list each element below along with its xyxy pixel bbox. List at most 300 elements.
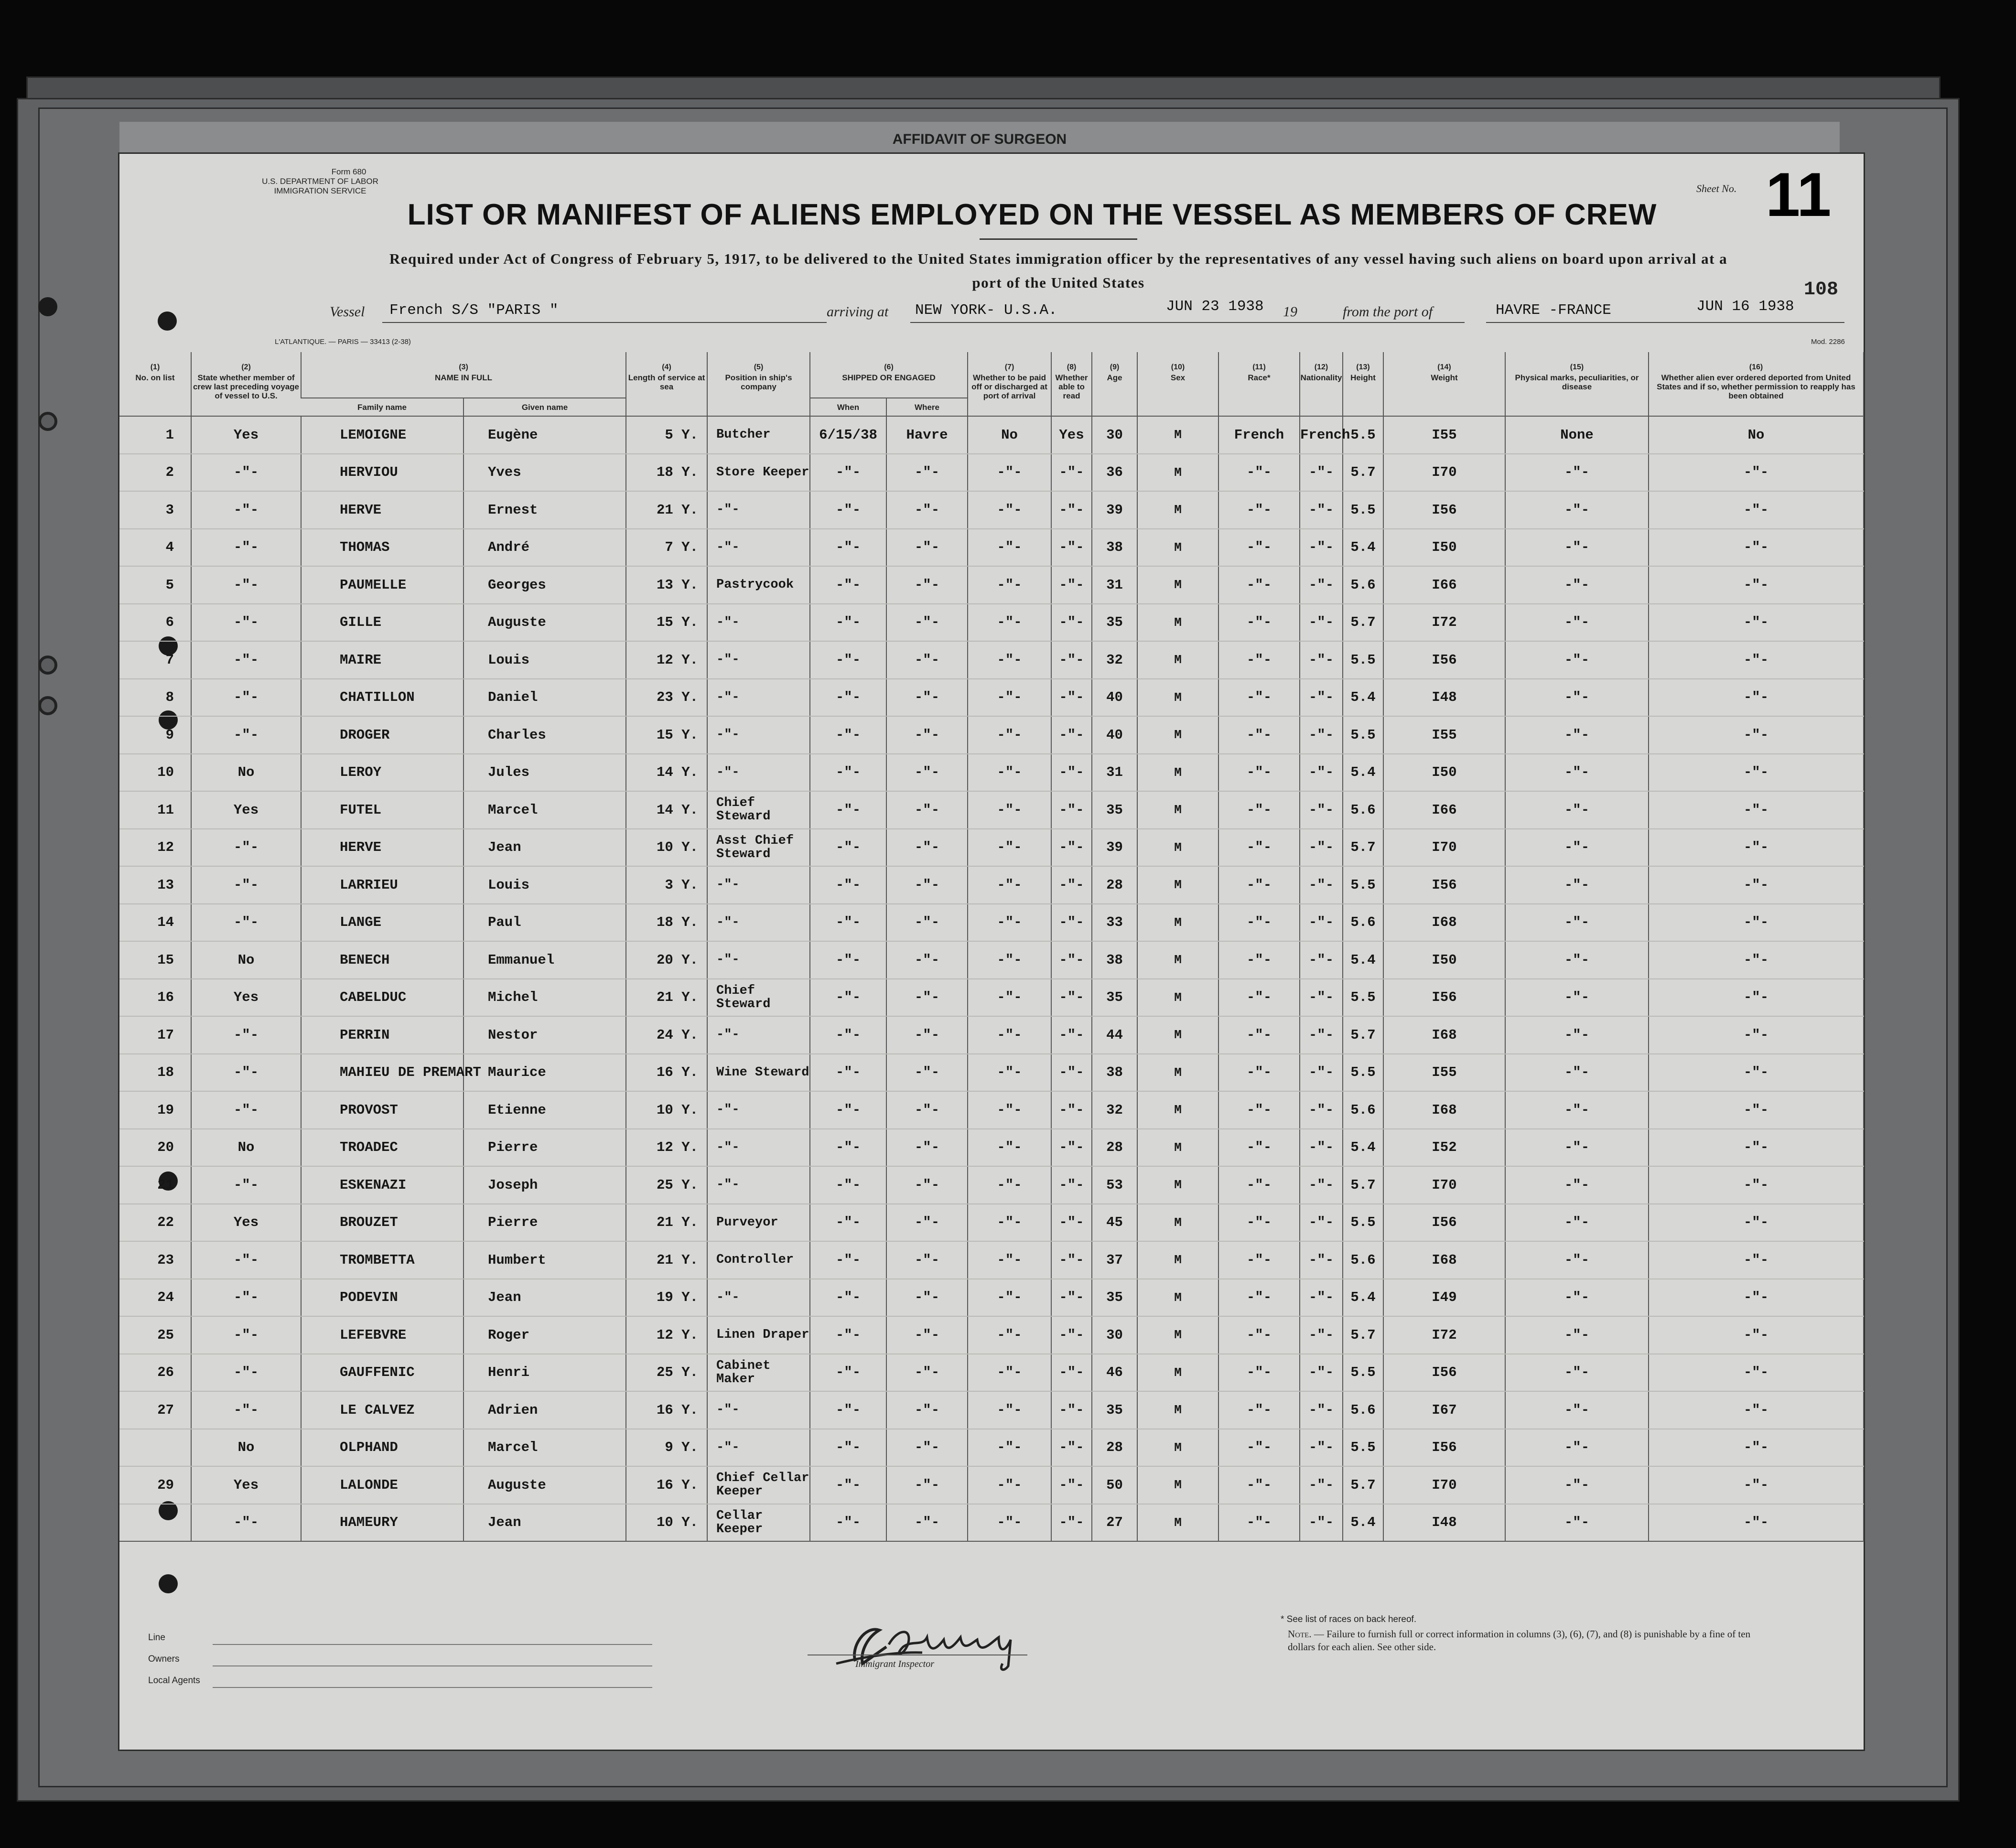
cell-shipped-when: -"- bbox=[810, 604, 886, 642]
cell-position: -"- bbox=[707, 1429, 810, 1467]
cell-length-of-service: 7 Y. bbox=[626, 529, 707, 567]
cell-position: Chief Cellar Keeper bbox=[707, 1466, 810, 1504]
cell-family-name: THOMAS bbox=[301, 529, 464, 567]
printer-imprint: L'ATLANTIQUE. — PARIS — 33413 (2-38) bbox=[275, 338, 411, 346]
cell-deported: -"- bbox=[1649, 491, 1864, 529]
form-department: U.S. DEPARTMENT OF LABOR bbox=[262, 177, 378, 186]
cell-shipped-when: -"- bbox=[810, 1091, 886, 1129]
cell-shipped-where: -"- bbox=[886, 641, 968, 679]
cell-age: 38 bbox=[1092, 941, 1137, 979]
stamp-number: 108 bbox=[1804, 279, 1839, 301]
cell-sex: M bbox=[1137, 1016, 1218, 1054]
cell-height: 5.7 bbox=[1343, 829, 1383, 867]
sheet-number: 11 bbox=[1766, 160, 1832, 229]
cell-nationality: -"- bbox=[1300, 454, 1343, 492]
cell-shipped-when: -"- bbox=[810, 904, 886, 942]
cell-row-number: 6 bbox=[119, 604, 191, 642]
cell-previous-voyage: No bbox=[191, 1429, 301, 1467]
cell-family-name: HERVE bbox=[301, 491, 464, 529]
cell-age: 37 bbox=[1092, 1241, 1137, 1279]
cell-family-name: MAIRE bbox=[301, 641, 464, 679]
cell-row-number: 14 bbox=[119, 904, 191, 942]
crew-manifest-table bbox=[119, 352, 1864, 1542]
cell-shipped-where: -"- bbox=[886, 1204, 968, 1242]
cell-physical-marks: -"- bbox=[1505, 1129, 1649, 1167]
cell-race: -"- bbox=[1218, 1316, 1300, 1354]
vessel-label: Vessel bbox=[330, 304, 365, 320]
cell-shipped-where: Havre bbox=[886, 416, 968, 454]
table-row bbox=[119, 1129, 1864, 1167]
note-label: Note. bbox=[1288, 1628, 1312, 1640]
model-number: Mod. 2286 bbox=[1811, 338, 1845, 346]
cell-shipped-where: -"- bbox=[886, 679, 968, 717]
cell-length-of-service: 5 Y. bbox=[626, 416, 707, 454]
cell-position: -"- bbox=[707, 1091, 810, 1129]
cell-family-name: LARRIEU bbox=[301, 866, 464, 904]
cell-sex: M bbox=[1137, 529, 1218, 567]
cell-race: -"- bbox=[1218, 716, 1300, 754]
cell-family-name: LEROY bbox=[301, 754, 464, 792]
table-row bbox=[119, 491, 1864, 529]
cell-shipped-when: -"- bbox=[810, 1316, 886, 1354]
cell-weight: I49 bbox=[1383, 1279, 1505, 1317]
cell-sex: M bbox=[1137, 1204, 1218, 1242]
cell-row-number: 13 bbox=[119, 866, 191, 904]
cell-physical-marks: -"- bbox=[1505, 529, 1649, 567]
table-row bbox=[119, 1241, 1864, 1279]
cell-shipped-where: -"- bbox=[886, 1504, 968, 1542]
cell-able-to-read: -"- bbox=[1051, 1166, 1092, 1204]
cell-weight: I70 bbox=[1383, 829, 1505, 867]
title-rule bbox=[980, 238, 1137, 240]
col-header-no: (1) No. on list bbox=[119, 352, 191, 416]
cell-race: -"- bbox=[1218, 1016, 1300, 1054]
cell-weight: I56 bbox=[1383, 979, 1505, 1017]
cell-race: -"- bbox=[1218, 529, 1300, 567]
cell-age: 32 bbox=[1092, 641, 1137, 679]
cell-physical-marks: -"- bbox=[1505, 641, 1649, 679]
cell-weight: I55 bbox=[1383, 1054, 1505, 1092]
table-row bbox=[119, 1466, 1864, 1504]
cell-shipped-when: -"- bbox=[810, 1016, 886, 1054]
cell-race: -"- bbox=[1218, 1466, 1300, 1504]
cell-height: 5.6 bbox=[1343, 791, 1383, 829]
cell-nationality: -"- bbox=[1300, 716, 1343, 754]
cell-shipped-where: -"- bbox=[886, 1016, 968, 1054]
cell-deported: -"- bbox=[1649, 679, 1864, 717]
cell-deported: -"- bbox=[1649, 941, 1864, 979]
cell-race: -"- bbox=[1218, 1354, 1300, 1392]
owners-label: Owners bbox=[148, 1654, 180, 1664]
cell-length-of-service: 21 Y. bbox=[626, 979, 707, 1017]
cell-shipped-where: -"- bbox=[886, 491, 968, 529]
departure-date: JUN 16 1938 bbox=[1696, 298, 1794, 315]
table-row bbox=[119, 1504, 1864, 1542]
cell-race: -"- bbox=[1218, 604, 1300, 642]
cell-deported: -"- bbox=[1649, 979, 1864, 1017]
cell-sex: M bbox=[1137, 1466, 1218, 1504]
cell-able-to-read: -"- bbox=[1051, 529, 1092, 567]
cell-able-to-read: Yes bbox=[1051, 416, 1092, 454]
cell-physical-marks: -"- bbox=[1505, 679, 1649, 717]
col-header-physical-marks: (15) Physical marks, peculiarities, or disease bbox=[1505, 352, 1649, 416]
cell-age: 39 bbox=[1092, 491, 1137, 529]
cell-nationality: French bbox=[1300, 416, 1343, 454]
cell-height: 5.5 bbox=[1343, 716, 1383, 754]
arriving-value: NEW YORK- U.S.A. bbox=[915, 302, 1057, 319]
cell-sex: M bbox=[1137, 679, 1218, 717]
cell-age: 31 bbox=[1092, 566, 1137, 604]
cell-paid-off: -"- bbox=[968, 979, 1051, 1017]
form-service: IMMIGRATION SERVICE bbox=[274, 186, 367, 195]
cell-position: -"- bbox=[707, 1391, 810, 1429]
cell-row-number: 15 bbox=[119, 941, 191, 979]
cell-previous-voyage: -"- bbox=[191, 1354, 301, 1392]
cell-weight: I56 bbox=[1383, 491, 1505, 529]
cell-position: Wine Steward bbox=[707, 1054, 810, 1092]
cell-sex: M bbox=[1137, 1241, 1218, 1279]
cell-shipped-where: -"- bbox=[886, 566, 968, 604]
cell-given-name: Jean bbox=[464, 829, 626, 867]
cell-physical-marks: -"- bbox=[1505, 979, 1649, 1017]
cell-family-name: TROADEC bbox=[301, 1129, 464, 1167]
cell-previous-voyage: No bbox=[191, 1129, 301, 1167]
cell-given-name: Michel bbox=[464, 979, 626, 1017]
cell-weight: I70 bbox=[1383, 454, 1505, 492]
cell-row-number: 27 bbox=[119, 1391, 191, 1429]
cell-able-to-read: -"- bbox=[1051, 1054, 1092, 1092]
cell-able-to-read: -"- bbox=[1051, 454, 1092, 492]
cell-paid-off: -"- bbox=[968, 1241, 1051, 1279]
cell-sex: M bbox=[1137, 829, 1218, 867]
cell-previous-voyage: Yes bbox=[191, 1204, 301, 1242]
cell-family-name: OLPHAND bbox=[301, 1429, 464, 1467]
cell-family-name: HERVE bbox=[301, 829, 464, 867]
cell-previous-voyage: -"- bbox=[191, 866, 301, 904]
cell-previous-voyage: -"- bbox=[191, 716, 301, 754]
cell-length-of-service: 14 Y. bbox=[626, 791, 707, 829]
cell-row-number: 5 bbox=[119, 566, 191, 604]
cell-age: 40 bbox=[1092, 716, 1137, 754]
cell-length-of-service: 9 Y. bbox=[626, 1429, 707, 1467]
cell-paid-off: -"- bbox=[968, 1091, 1051, 1129]
cell-position: Controller bbox=[707, 1241, 810, 1279]
from-value: HAVRE -FRANCE bbox=[1496, 302, 1611, 319]
cell-deported: -"- bbox=[1649, 791, 1864, 829]
cell-deported: -"- bbox=[1649, 1504, 1864, 1542]
cell-given-name: Humbert bbox=[464, 1241, 626, 1279]
cell-paid-off: -"- bbox=[968, 1316, 1051, 1354]
manifest-sheet bbox=[119, 154, 1864, 1750]
cell-sex: M bbox=[1137, 754, 1218, 792]
cell-paid-off: -"- bbox=[968, 491, 1051, 529]
table-row bbox=[119, 1054, 1864, 1092]
cell-weight: I66 bbox=[1383, 791, 1505, 829]
cell-previous-voyage: -"- bbox=[191, 679, 301, 717]
cell-sex: M bbox=[1137, 866, 1218, 904]
cell-shipped-when: -"- bbox=[810, 679, 886, 717]
cell-length-of-service: 3 Y. bbox=[626, 866, 707, 904]
cell-previous-voyage: -"- bbox=[191, 566, 301, 604]
cell-position: -"- bbox=[707, 529, 810, 567]
cell-given-name: Eugène bbox=[464, 416, 626, 454]
cell-shipped-when: -"- bbox=[810, 979, 886, 1017]
cell-weight: I52 bbox=[1383, 1129, 1505, 1167]
cell-height: 5.7 bbox=[1343, 1316, 1383, 1354]
cell-position: Chief Steward bbox=[707, 791, 810, 829]
cell-age: 35 bbox=[1092, 791, 1137, 829]
cell-row-number: 12 bbox=[119, 829, 191, 867]
cell-able-to-read: -"- bbox=[1051, 1391, 1092, 1429]
cell-deported: -"- bbox=[1649, 866, 1864, 904]
table-row bbox=[119, 604, 1864, 642]
col-header-paid-off: (7) Whether to be paid off or discharged at port of arrival bbox=[968, 352, 1051, 416]
table-row bbox=[119, 416, 1864, 454]
cell-nationality: -"- bbox=[1300, 1241, 1343, 1279]
cell-position: -"- bbox=[707, 754, 810, 792]
cell-shipped-where: -"- bbox=[886, 604, 968, 642]
cell-weight: I55 bbox=[1383, 716, 1505, 754]
cell-shipped-when: -"- bbox=[810, 1204, 886, 1242]
cell-age: 31 bbox=[1092, 754, 1137, 792]
cell-age: 38 bbox=[1092, 1054, 1137, 1092]
cell-previous-voyage: Yes bbox=[191, 791, 301, 829]
cell-shipped-where: -"- bbox=[886, 1429, 968, 1467]
cell-given-name: Joseph bbox=[464, 1166, 626, 1204]
cell-deported: -"- bbox=[1649, 1429, 1864, 1467]
cell-physical-marks: -"- bbox=[1505, 1429, 1649, 1467]
cell-deported: -"- bbox=[1649, 1054, 1864, 1092]
cell-family-name: HERVIOU bbox=[301, 454, 464, 492]
cell-height: 5.7 bbox=[1343, 1166, 1383, 1204]
cell-given-name: Emmanuel bbox=[464, 941, 626, 979]
cell-paid-off: -"- bbox=[968, 1016, 1051, 1054]
cell-sex: M bbox=[1137, 1504, 1218, 1542]
arrival-date: JUN 23 1938 bbox=[1166, 298, 1264, 315]
cell-weight: I70 bbox=[1383, 1466, 1505, 1504]
cell-row-number: 3 bbox=[119, 491, 191, 529]
cell-family-name: ESKENAZI bbox=[301, 1166, 464, 1204]
cell-shipped-when: -"- bbox=[810, 1429, 886, 1467]
cell-weight: I72 bbox=[1383, 1316, 1505, 1354]
cell-nationality: -"- bbox=[1300, 641, 1343, 679]
binder-ring bbox=[38, 696, 57, 715]
cell-length-of-service: 12 Y. bbox=[626, 1316, 707, 1354]
cell-age: 28 bbox=[1092, 866, 1137, 904]
cell-nationality: -"- bbox=[1300, 1091, 1343, 1129]
cell-race: -"- bbox=[1218, 754, 1300, 792]
cell-weight: I70 bbox=[1383, 1166, 1505, 1204]
cell-nationality: -"- bbox=[1300, 941, 1343, 979]
table-row bbox=[119, 641, 1864, 679]
cell-race: -"- bbox=[1218, 1391, 1300, 1429]
cell-nationality: -"- bbox=[1300, 866, 1343, 904]
cell-length-of-service: 10 Y. bbox=[626, 829, 707, 867]
cell-sex: M bbox=[1137, 1166, 1218, 1204]
cell-weight: I50 bbox=[1383, 529, 1505, 567]
cell-paid-off: -"- bbox=[968, 829, 1051, 867]
table-row bbox=[119, 866, 1864, 904]
cell-shipped-when: -"- bbox=[810, 791, 886, 829]
col-header-deported: (16) Whether alien ever ordered deported from United States and if so, whether permission to reapply has been obtained bbox=[1649, 352, 1864, 416]
cell-shipped-where: -"- bbox=[886, 829, 968, 867]
vessel-line bbox=[119, 297, 1864, 326]
table-row bbox=[119, 1391, 1864, 1429]
cell-length-of-service: 10 Y. bbox=[626, 1504, 707, 1542]
cell-able-to-read: -"- bbox=[1051, 866, 1092, 904]
cell-previous-voyage: -"- bbox=[191, 1016, 301, 1054]
cell-family-name: DROGER bbox=[301, 716, 464, 754]
cell-physical-marks: -"- bbox=[1505, 1091, 1649, 1129]
cell-position: -"- bbox=[707, 1279, 810, 1317]
cell-able-to-read: -"- bbox=[1051, 604, 1092, 642]
cell-paid-off: -"- bbox=[968, 716, 1051, 754]
cell-family-name: PROVOST bbox=[301, 1091, 464, 1129]
cell-family-name: PODEVIN bbox=[301, 1279, 464, 1317]
cell-physical-marks: -"- bbox=[1505, 1054, 1649, 1092]
cell-height: 5.6 bbox=[1343, 1091, 1383, 1129]
cell-deported: -"- bbox=[1649, 716, 1864, 754]
cell-height: 5.4 bbox=[1343, 941, 1383, 979]
cell-sex: M bbox=[1137, 454, 1218, 492]
cell-given-name: Jean bbox=[464, 1504, 626, 1542]
cell-given-name: Jean bbox=[464, 1279, 626, 1317]
cell-shipped-where: -"- bbox=[886, 716, 968, 754]
cell-deported: -"- bbox=[1649, 529, 1864, 567]
cell-shipped-where: -"- bbox=[886, 1129, 968, 1167]
cell-shipped-when: -"- bbox=[810, 566, 886, 604]
cell-shipped-when: -"- bbox=[810, 1129, 886, 1167]
cell-able-to-read: -"- bbox=[1051, 1429, 1092, 1467]
cell-position: -"- bbox=[707, 491, 810, 529]
cell-able-to-read: -"- bbox=[1051, 566, 1092, 604]
from-label: from the port of bbox=[1343, 304, 1433, 320]
cell-row-number: 11 bbox=[119, 791, 191, 829]
cell-height: 5.7 bbox=[1343, 1016, 1383, 1054]
cell-age: 45 bbox=[1092, 1204, 1137, 1242]
cell-sex: M bbox=[1137, 604, 1218, 642]
cell-physical-marks: -"- bbox=[1505, 1241, 1649, 1279]
cell-shipped-when: -"- bbox=[810, 529, 886, 567]
cell-race: French bbox=[1218, 416, 1300, 454]
cell-row-number: 4 bbox=[119, 529, 191, 567]
cell-row-number: 9 bbox=[119, 716, 191, 754]
table-row bbox=[119, 791, 1864, 829]
table-row bbox=[119, 904, 1864, 942]
cell-family-name: BROUZET bbox=[301, 1204, 464, 1242]
table-row bbox=[119, 716, 1864, 754]
cell-length-of-service: 12 Y. bbox=[626, 641, 707, 679]
cell-family-name: MAHIEU DE PREMART bbox=[301, 1054, 464, 1092]
col-header-weight: (14) Weight bbox=[1383, 352, 1505, 416]
cell-height: 5.6 bbox=[1343, 1391, 1383, 1429]
cell-race: -"- bbox=[1218, 566, 1300, 604]
cell-nationality: -"- bbox=[1300, 1504, 1343, 1542]
cell-race: -"- bbox=[1218, 904, 1300, 942]
cell-deported: -"- bbox=[1649, 829, 1864, 867]
cell-family-name: GAUFFENIC bbox=[301, 1354, 464, 1392]
cell-age: 44 bbox=[1092, 1016, 1137, 1054]
binder-hole bbox=[159, 1574, 178, 1593]
cell-able-to-read: -"- bbox=[1051, 1466, 1092, 1504]
cell-position: -"- bbox=[707, 604, 810, 642]
cell-family-name: FUTEL bbox=[301, 791, 464, 829]
cell-physical-marks: -"- bbox=[1505, 716, 1649, 754]
cell-previous-voyage: -"- bbox=[191, 904, 301, 942]
required-text bbox=[263, 247, 1854, 295]
table-row bbox=[119, 454, 1864, 492]
cell-shipped-when: -"- bbox=[810, 1391, 886, 1429]
cell-paid-off: -"- bbox=[968, 1204, 1051, 1242]
cell-weight: I48 bbox=[1383, 1504, 1505, 1542]
affidavit-title: AFFIDAVIT OF SURGEON bbox=[892, 131, 1067, 147]
cell-nationality: -"- bbox=[1300, 1016, 1343, 1054]
races-note: * See list of races on back hereof. bbox=[1281, 1614, 1417, 1624]
cell-race: -"- bbox=[1218, 1429, 1300, 1467]
cell-row-number: 19 bbox=[119, 1091, 191, 1129]
cell-given-name: Auguste bbox=[464, 1466, 626, 1504]
cell-weight: I68 bbox=[1383, 1016, 1505, 1054]
cell-shipped-when: -"- bbox=[810, 1054, 886, 1092]
table-row bbox=[119, 829, 1864, 867]
cell-paid-off: -"- bbox=[968, 754, 1051, 792]
cell-previous-voyage: No bbox=[191, 941, 301, 979]
cell-previous-voyage: -"- bbox=[191, 1279, 301, 1317]
col-header-length-of-service: (4) Length of service at sea bbox=[626, 352, 707, 416]
cell-nationality: -"- bbox=[1300, 1054, 1343, 1092]
cell-deported: -"- bbox=[1649, 566, 1864, 604]
cell-height: 5.7 bbox=[1343, 454, 1383, 492]
cell-weight: I68 bbox=[1383, 1241, 1505, 1279]
cell-height: 5.5 bbox=[1343, 416, 1383, 454]
cell-physical-marks: -"- bbox=[1505, 754, 1649, 792]
cell-shipped-when: -"- bbox=[810, 941, 886, 979]
cell-row-number: 20 bbox=[119, 1129, 191, 1167]
cell-race: -"- bbox=[1218, 791, 1300, 829]
cell-length-of-service: 25 Y. bbox=[626, 1166, 707, 1204]
cell-age: 39 bbox=[1092, 829, 1137, 867]
cell-length-of-service: 16 Y. bbox=[626, 1054, 707, 1092]
cell-given-name: Marcel bbox=[464, 1429, 626, 1467]
cell-deported: -"- bbox=[1649, 1241, 1864, 1279]
table-row bbox=[119, 1354, 1864, 1392]
cell-shipped-when: -"- bbox=[810, 1354, 886, 1392]
cell-length-of-service: 24 Y. bbox=[626, 1016, 707, 1054]
cell-family-name: TROMBETTA bbox=[301, 1241, 464, 1279]
cell-position: -"- bbox=[707, 679, 810, 717]
cell-nationality: -"- bbox=[1300, 791, 1343, 829]
cell-physical-marks: -"- bbox=[1505, 491, 1649, 529]
cell-weight: I56 bbox=[1383, 1204, 1505, 1242]
underline bbox=[382, 322, 827, 323]
cell-age: 46 bbox=[1092, 1354, 1137, 1392]
cell-family-name: LANGE bbox=[301, 904, 464, 942]
cell-height: 5.4 bbox=[1343, 754, 1383, 792]
cell-race: -"- bbox=[1218, 1091, 1300, 1129]
table-row bbox=[119, 979, 1864, 1017]
note-text: — Failure to furnish full or correct information in columns (3), (6), (7), and (8) is punishable by a fine of ten dollars for each alien. See other side. bbox=[1288, 1628, 1751, 1653]
col-header-race: (11) Race* bbox=[1218, 352, 1300, 416]
cell-shipped-where: -"- bbox=[886, 979, 968, 1017]
cell-race: -"- bbox=[1218, 454, 1300, 492]
cell-race: -"- bbox=[1218, 866, 1300, 904]
cell-age: 35 bbox=[1092, 1279, 1137, 1317]
cell-position: -"- bbox=[707, 641, 810, 679]
cell-sex: M bbox=[1137, 491, 1218, 529]
cell-nationality: -"- bbox=[1300, 904, 1343, 942]
table-row bbox=[119, 566, 1864, 604]
cell-length-of-service: 21 Y. bbox=[626, 491, 707, 529]
